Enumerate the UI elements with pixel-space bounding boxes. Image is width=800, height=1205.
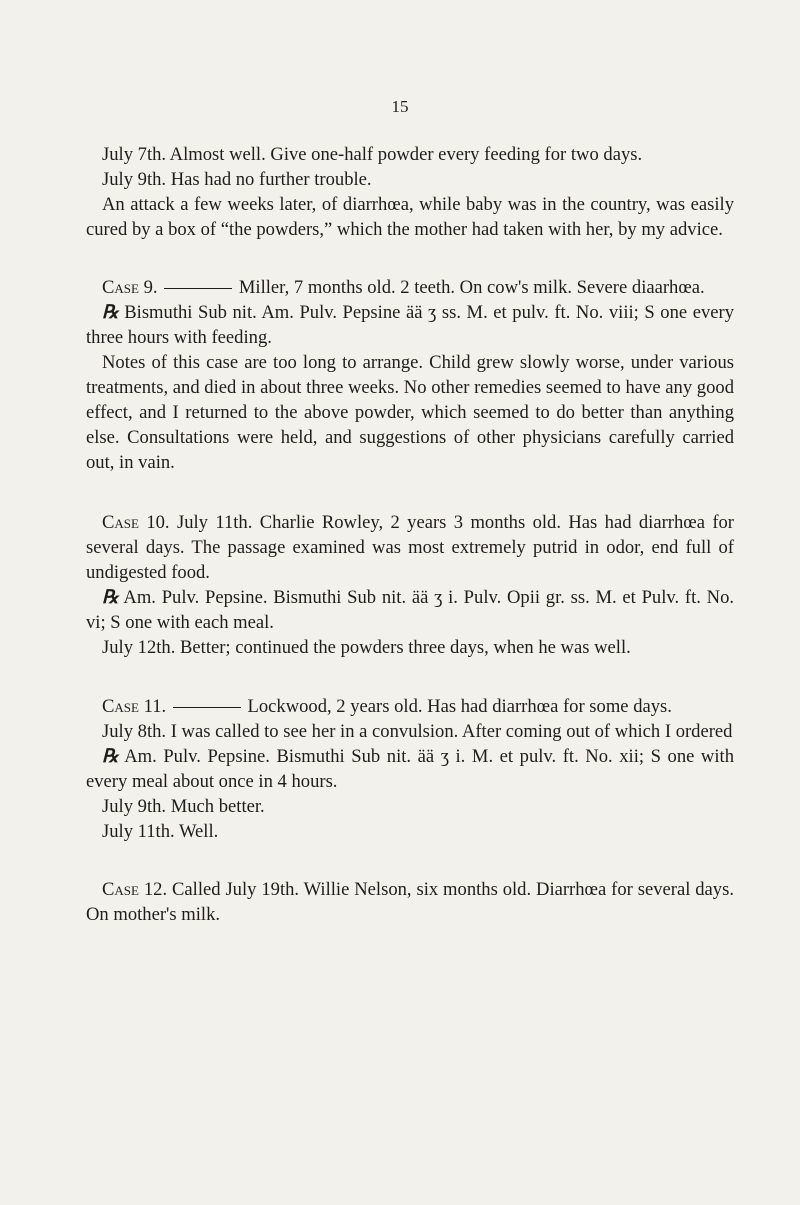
paragraph-july-7th: July 7th. Almost well. Give one-half powder every feeding for two days. xyxy=(102,144,643,165)
case-11 xyxy=(86,694,734,844)
dash-divider xyxy=(164,288,232,289)
case-10 xyxy=(86,510,734,660)
body-text xyxy=(86,142,734,927)
case-12 xyxy=(86,877,734,927)
case-11-prescription xyxy=(86,744,734,794)
case-heading: Case 10. xyxy=(102,512,170,533)
section-july-7 xyxy=(86,142,734,242)
case-12-intro xyxy=(86,877,734,927)
case-11-july-9th: July 9th. Much better. xyxy=(102,796,265,817)
case-10-followup: July 12th. Better; continued the powders three days, when he was well. xyxy=(102,637,631,658)
case-heading: Case 11. xyxy=(102,696,167,717)
case-11-july-11th: July 11th. Well. xyxy=(102,821,219,842)
paragraph-attack: An attack a few weeks later, of diarrhœa, while baby was in the country, was easily cured by a box of “the powders,” which the mother had taken with her, by my advice. xyxy=(86,194,734,240)
case-10-intro xyxy=(86,510,734,585)
case-9 xyxy=(86,275,734,475)
case-heading: Case 9. xyxy=(102,277,158,298)
dash-divider xyxy=(173,707,241,708)
rx-symbol-icon: ℞ xyxy=(102,746,119,767)
case-heading: Case 12. xyxy=(102,879,168,900)
page-number: 15 xyxy=(391,97,409,116)
prescription-text: Am. Pulv. Pepsine. Bismuthi Sub nit. ää ʒ i. M. et pulv. ft. No. xii; S one with every meal about once in 4 hours. xyxy=(86,746,734,792)
rx-symbol-icon: ℞ xyxy=(102,587,119,608)
case-10-intro-text: July 11th. Charlie Rowley, 2 years 3 months old. Has had diarrhœa for several days. The passage examined was most extremely putrid in odor, end full of undigested food. xyxy=(86,512,734,583)
case-9-notes: Notes of this case are too long to arrange. Child grew slowly worse, under various treatments, and died in about three weeks. No other remedies seemed to have any good effect, and I returned to the above powder, which seemed to do better than anything else. Consultations were held, and suggestions of other physicians carefully carried out, in vain. xyxy=(86,352,734,473)
case-11-intro xyxy=(86,694,734,719)
rx-symbol-icon: ℞ xyxy=(102,302,119,323)
prescription-text: Am. Pulv. Pepsine. Bismuthi Sub nit. ää ʒ i. Pulv. Opii gr. ss. M. et Pulv. ft. No. vi; S one with each meal. xyxy=(86,587,735,633)
case-9-intro-text: Miller, 7 months old. 2 teeth. On cow's milk. Severe diaarhœa. xyxy=(238,277,705,298)
case-9-prescription xyxy=(86,300,734,350)
paragraph-july-9th: July 9th. Has had no further trouble. xyxy=(102,169,372,190)
case-12-intro-text: Called July 19th. Willie Nelson, six months old. Diarrhœa for several days. On mother's milk. xyxy=(86,879,734,925)
case-11-july-8th: July 8th. I was called to see her in a convulsion. After coming out of which I ordered xyxy=(102,721,733,742)
prescription-text: Bismuthi Sub nit. Am. Pulv. Pepsine ää ʒ ss. M. et pulv. ft. No. viii; S one every three hours with feeding. xyxy=(86,302,734,348)
case-9-intro xyxy=(86,275,734,300)
case-10-prescription xyxy=(86,585,734,635)
case-11-intro-text: Lockwood, 2 years old. Has had diarrhœa for some days. xyxy=(247,696,672,717)
